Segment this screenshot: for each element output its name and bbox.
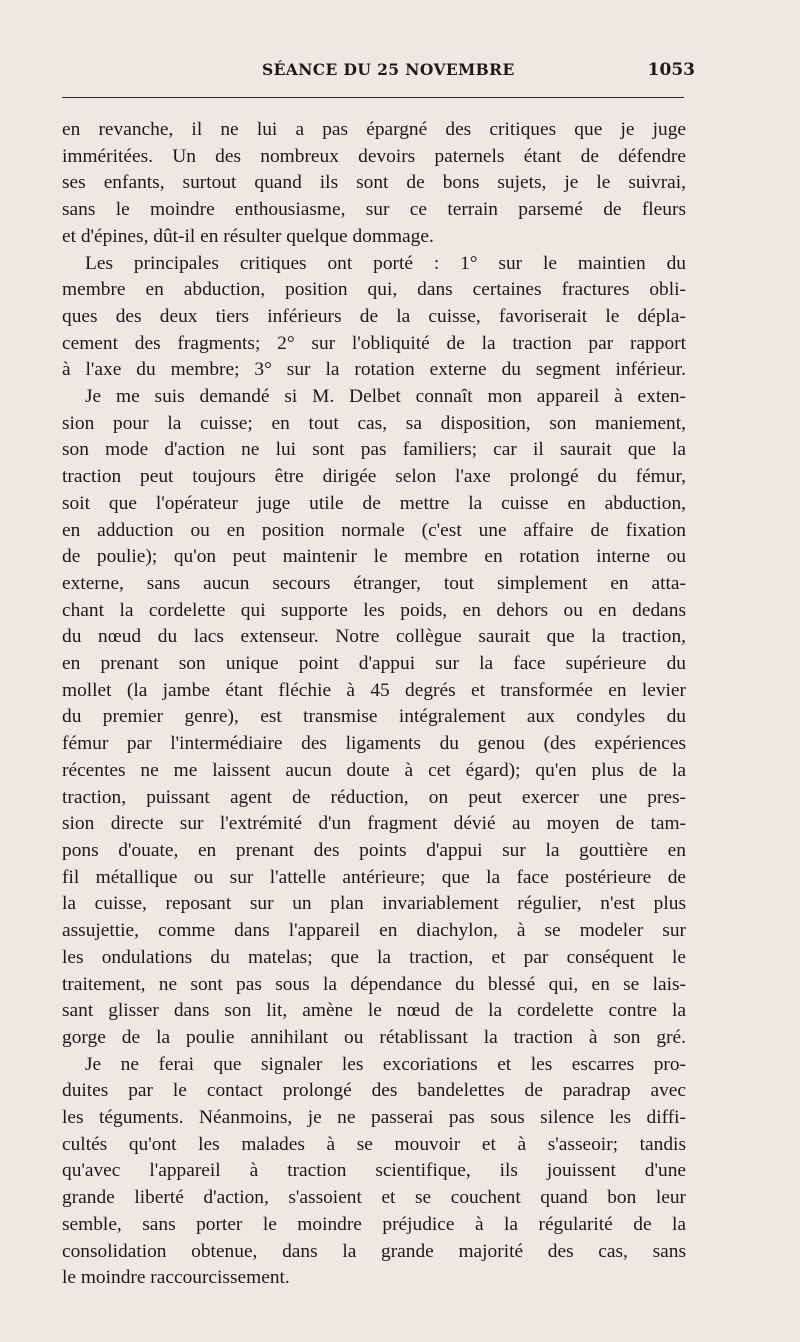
- text-line: en prenant son unique point d'appui sur la face supérieure du: [62, 653, 686, 675]
- text-line: duites par le contact prolongé des bandelettes de paradrap avec: [62, 1080, 686, 1102]
- text-line: grande liberté d'action, s'assoient et se couchent quand bon leur: [62, 1187, 686, 1209]
- text-line: son mode d'action ne lui sont pas familiers; car il saurait que la: [62, 439, 686, 461]
- text-line: soit que l'opérateur juge utile de mettre la cuisse en abduction,: [62, 492, 686, 514]
- running-head: SÉANCE DU 25 NOVEMBRE: [262, 60, 515, 79]
- text-line: sans le moindre enthousiasme, sur ce terrain parsemé de fleurs: [62, 199, 686, 221]
- paragraph-1: [62, 117, 686, 251]
- text-line: externe, sans aucun secours étranger, tout simplement en atta-: [62, 572, 686, 594]
- body-text: [62, 117, 686, 1292]
- text-line: membre en abduction, position qui, dans certaines fractures obli-: [62, 279, 686, 301]
- paragraph-4: [62, 1052, 686, 1292]
- text-line: les ondulations du matelas; que la traction, et par conséquent le: [62, 946, 686, 968]
- text-line: cultés qu'ont les malades à se mouvoir et à s'asseoir; tandis: [62, 1133, 686, 1155]
- text-line: Je ne ferai que signaler les excoriations et les escarres pro-: [85, 1053, 686, 1075]
- text-line: ques des deux tiers inférieurs de la cuisse, favoriserait le dépla-: [62, 305, 686, 327]
- text-line: Les principales critiques ont porté : 1° sur le maintien du: [85, 252, 686, 274]
- text-line: du premier genre), est transmise intégralement aux condyles du: [62, 706, 686, 728]
- paragraph-2: [62, 251, 686, 385]
- text-line: cement des fragments; 2° sur l'obliquité de la traction par rapport: [62, 332, 686, 354]
- text-line: et d'épines, dût-il en résulter quelque dommage.: [62, 225, 434, 247]
- text-line: traitement, ne sont pas sous la dépendance du blessé qui, en se lais-: [62, 973, 686, 995]
- text-line: consolidation obtenue, dans la grande majorité des cas, sans: [62, 1240, 686, 1262]
- text-line: du nœud du lacs extenseur. Notre collègue saurait que la traction,: [62, 626, 686, 648]
- page-header: [62, 60, 695, 90]
- text-line: sion pour la cuisse; en tout cas, sa disposition, son maniement,: [62, 412, 686, 434]
- text-line: Je me suis demandé si M. Delbet connaît mon appareil à exten-: [85, 386, 686, 408]
- text-line: semble, sans porter le moindre préjudice à la régularité de la: [62, 1213, 686, 1235]
- paragraph-3: [62, 384, 686, 1052]
- text-line: assujettie, comme dans l'appareil en diachylon, à se modeler sur: [62, 920, 686, 942]
- page-number: 1053: [647, 60, 695, 80]
- text-line: qu'avec l'appareil à traction scientifique, ils jouissent d'une: [62, 1160, 686, 1182]
- text-line: fémur par l'intermédiaire des ligaments du genou (des expériences: [62, 733, 686, 755]
- text-line: mollet (la jambe étant fléchie à 45 degrés et transformée en levier: [62, 679, 686, 701]
- text-line: le moindre raccourcissement.: [62, 1267, 290, 1289]
- text-line: la cuisse, reposant sur un plan invariablement régulier, n'est plus: [62, 893, 686, 915]
- text-line: chant la cordelette qui supporte les poids, en dehors ou en dedans: [62, 599, 686, 621]
- text-line: traction peut toujours être dirigée selon l'axe prolongé du fémur,: [62, 466, 686, 488]
- text-line: en revanche, il ne lui a pas épargné des critiques que je juge: [62, 119, 686, 140]
- text-line: de poulie); qu'on peut maintenir le membre en rotation interne ou: [62, 546, 686, 568]
- text-line: les téguments. Néanmoins, je ne passerai pas sous silence les diffi-: [62, 1107, 686, 1129]
- text-line: ses enfants, surtout quand ils sont de bons sujets, je le suivrai,: [62, 172, 686, 194]
- text-line: gorge de la poulie annihilant ou rétablissant la traction à son gré.: [62, 1026, 686, 1048]
- text-line: sant glisser dans son lit, amène le nœud de la cordelette contre la: [62, 1000, 686, 1022]
- text-line: imméritées. Un des nombreux devoirs paternels étant de défendre: [62, 145, 686, 167]
- text-line: à l'axe du membre; 3° sur la rotation externe du segment inférieur.: [62, 359, 686, 381]
- text-line: sion directe sur l'extrémité d'un fragment dévié au moyen de tam-: [62, 813, 686, 835]
- header-rule: [62, 97, 684, 98]
- text-line: récentes ne me laissent aucun doute à cet égard); qu'en plus de la: [62, 759, 686, 781]
- text-line: traction, puissant agent de réduction, on peut exercer une pres-: [62, 786, 686, 808]
- text-line: en adduction ou en position normale (c'est une affaire de fixation: [62, 519, 686, 541]
- text-line: pons d'ouate, en prenant des points d'appui sur la gouttière en: [62, 839, 686, 861]
- text-line: fil métallique ou sur l'attelle antérieure; que la face postérieure de: [62, 866, 686, 888]
